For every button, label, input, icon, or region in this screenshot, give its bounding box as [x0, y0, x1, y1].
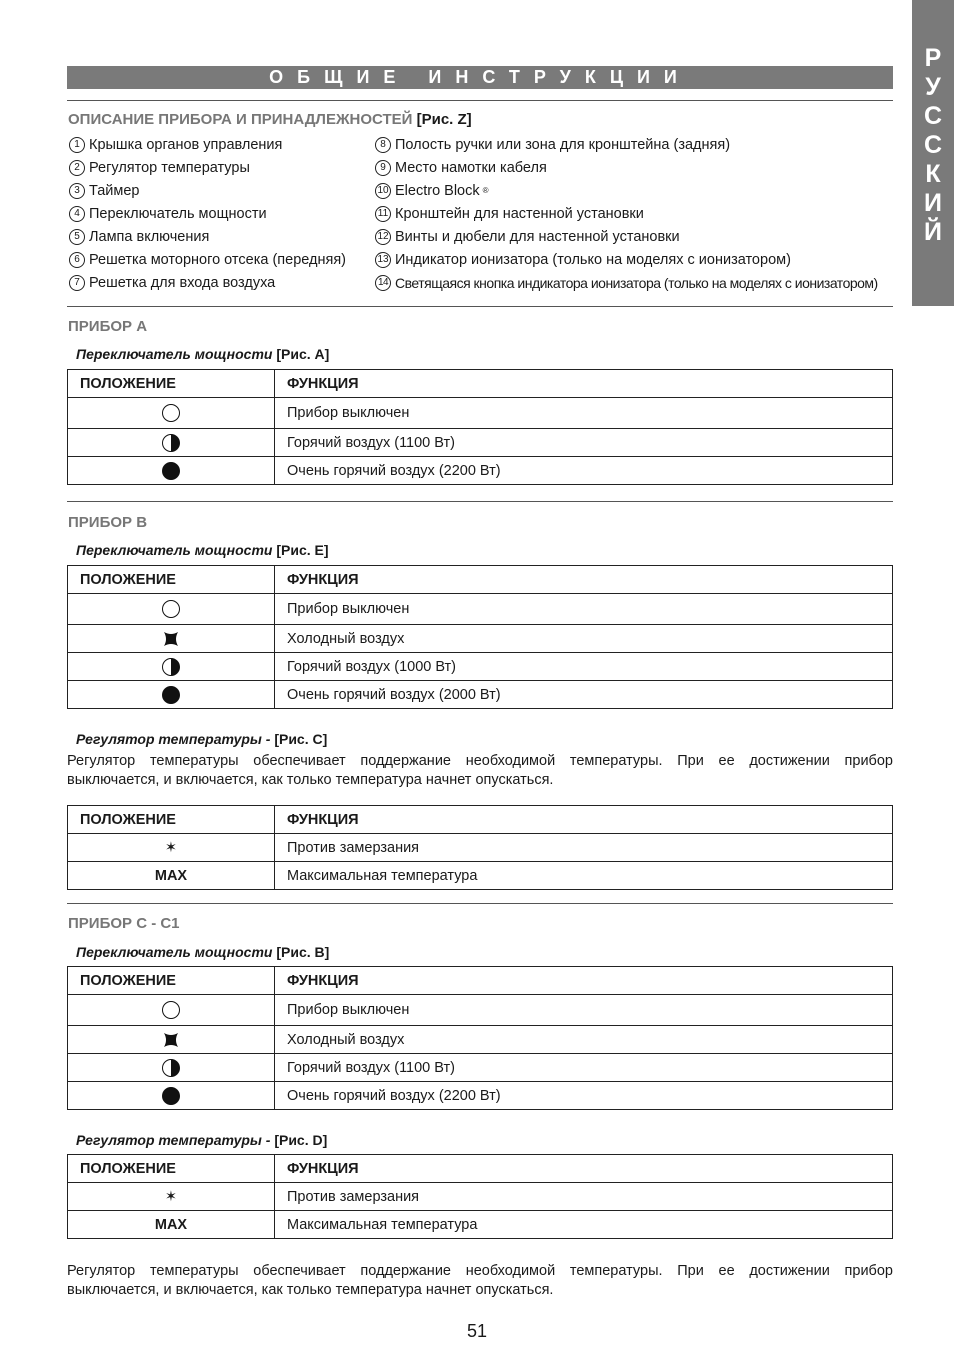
table-row: [68, 1026, 893, 1054]
function-header: ФУНКЦИЯ: [275, 967, 893, 995]
item-text: Кронштейн для настенной установки: [395, 205, 644, 222]
item-text: Решетка моторного отсека (передняя): [89, 251, 347, 268]
description-ref: [Рис. Z]: [416, 111, 472, 128]
list-item: [375, 156, 878, 179]
device-a-switch-heading: [76, 346, 329, 362]
item-number: 3: [69, 183, 85, 199]
parts-list-left: [69, 133, 346, 294]
function-cell: Очень горячий воздух (2000 Вт): [275, 681, 893, 709]
switch-ref: [Рис. A]: [276, 346, 330, 362]
table-row: [68, 1183, 893, 1211]
item-text: Регулятор температуры: [89, 159, 250, 176]
half-circle-icon: [162, 434, 180, 452]
table-row: [68, 457, 893, 485]
language-tab: [912, 0, 954, 306]
max-label: MAX: [68, 1211, 275, 1239]
item-text: Переключатель мощности: [89, 205, 267, 222]
fan-icon: [162, 1031, 180, 1049]
table-header-row: [68, 806, 893, 834]
item-text: Таймер: [89, 182, 140, 199]
list-item: [69, 225, 346, 248]
table-row: [68, 398, 893, 429]
item-text: Винты и дюбели для настенной установки: [395, 228, 680, 245]
list-item: [69, 248, 346, 271]
item-number: 4: [69, 206, 85, 222]
function-header: ФУНКЦИЯ: [275, 566, 893, 594]
divider: [67, 903, 893, 904]
device-b-title: ПРИБОР B: [68, 514, 148, 531]
full-circle-icon: [162, 1087, 180, 1105]
function-header: ФУНКЦИЯ: [275, 1155, 893, 1183]
antifreeze-icon: ✶: [68, 1183, 275, 1211]
list-item: [69, 271, 346, 294]
device-c-title: ПРИБОР C - C1: [68, 915, 180, 932]
device-a-title: ПРИБОР A: [68, 318, 148, 335]
divider: [67, 306, 893, 307]
switch-label: Переключатель мощности: [76, 542, 273, 558]
language-letter: С: [923, 131, 943, 159]
table-row: [68, 1211, 893, 1239]
function-cell: Очень горячий воздух (2200 Вт): [275, 457, 893, 485]
item-text: Полость ручки или зона для кронштейна (задняя): [395, 136, 731, 153]
device-c-temp-heading: [76, 1132, 327, 1148]
position-header: ПОЛОЖЕНИЕ: [68, 370, 275, 398]
divider: [67, 100, 893, 101]
function-cell: Против замерзания: [275, 1183, 893, 1211]
parts-list-right: [375, 133, 878, 294]
function-cell: Прибор выключен: [275, 594, 893, 625]
switch-ref: [Рис. E]: [276, 542, 329, 558]
table-header-row: [68, 370, 893, 398]
description-title: [68, 111, 472, 128]
table-row: [68, 834, 893, 862]
function-cell: Прибор выключен: [275, 398, 893, 429]
table-row: [68, 1054, 893, 1082]
item-number: 2: [69, 160, 85, 176]
half-circle-icon: [162, 1059, 180, 1077]
language-letter: С: [923, 102, 943, 130]
function-header: ФУНКЦИЯ: [275, 370, 893, 398]
page-number: 51: [466, 1321, 488, 1341]
list-item: [69, 156, 346, 179]
device-c-table: [67, 966, 893, 1110]
item-number: 5: [69, 229, 85, 245]
language-letter: У: [925, 73, 941, 101]
function-cell: Максимальная температура: [275, 862, 893, 890]
list-item: [375, 225, 878, 248]
item-number: 1: [69, 137, 85, 153]
switch-label: Переключатель мощности: [76, 944, 273, 960]
table-row: [68, 653, 893, 681]
table-row: [68, 862, 893, 890]
table-header-row: [68, 967, 893, 995]
item-number: 10: [375, 183, 391, 199]
list-item: [375, 179, 878, 202]
table-row: [68, 625, 893, 653]
table-row: [68, 429, 893, 457]
item-text: Electro Block: [395, 182, 480, 199]
position-header: ПОЛОЖЕНИЕ: [68, 566, 275, 594]
temp-label: Регулятор температуры -: [76, 731, 271, 747]
table-header-row: [68, 566, 893, 594]
device-b-switch-heading: [76, 542, 329, 558]
table-row: [68, 995, 893, 1026]
off-circle-icon: [162, 404, 180, 422]
divider: [67, 501, 893, 502]
list-item: [69, 179, 346, 202]
max-label: MAX: [68, 862, 275, 890]
item-text: Лампа включения: [89, 228, 210, 245]
function-cell: Горячий воздух (1100 Вт): [275, 429, 893, 457]
device-c-temp-text: Регулятор температуры обеспечивает поддержание необходимой температуры. При ее достижении прибор выключается, и включается, как только температура начнет опускаться.: [67, 1263, 893, 1298]
list-item: [375, 248, 878, 271]
table-row: [68, 1082, 893, 1110]
device-b-table: [67, 565, 893, 709]
function-cell: Горячий воздух (1100 Вт): [275, 1054, 893, 1082]
list-item: [69, 202, 346, 225]
device-a-table: [67, 369, 893, 485]
item-number: 11: [375, 206, 391, 222]
off-circle-icon: [162, 1001, 180, 1019]
half-circle-icon: [162, 658, 180, 676]
function-cell: Максимальная температура: [275, 1211, 893, 1239]
item-text: Индикатор ионизатора (только на моделях с ионизатором): [395, 251, 791, 268]
item-text: Место намотки кабеля: [395, 159, 547, 176]
device-c-switch-heading: [76, 944, 329, 960]
position-header: ПОЛОЖЕНИЕ: [68, 1155, 275, 1183]
function-header: ФУНКЦИЯ: [275, 806, 893, 834]
list-item: [375, 202, 878, 225]
language-letter: Й: [924, 218, 942, 246]
registered-mark: ®: [482, 186, 489, 195]
temp-ref: [Рис. D]: [274, 1132, 328, 1148]
table-row: [68, 594, 893, 625]
off-circle-icon: [162, 600, 180, 618]
item-number: 14: [375, 275, 391, 291]
item-text: Светящаяся кнопка индикатора ионизатора (только на моделях с ионизатором): [395, 274, 878, 291]
function-cell: Против замерзания: [275, 834, 893, 862]
section-header: ОБЩИЕ ИНСТРУКЦИИ: [67, 66, 893, 89]
table-row: [68, 681, 893, 709]
full-circle-icon: [162, 462, 180, 480]
full-circle-icon: [162, 686, 180, 704]
item-number: 8: [375, 137, 391, 153]
function-cell: Холодный воздух: [275, 1026, 893, 1054]
function-cell: Холодный воздух: [275, 625, 893, 653]
switch-ref: [Рис. B]: [276, 944, 330, 960]
language-letter: И: [924, 189, 942, 217]
list-item: [375, 133, 878, 156]
description-title-text: ОПИСАНИЕ ПРИБОРА И ПРИНАДЛЕЖНОСТЕЙ: [68, 111, 413, 128]
function-cell: Прибор выключен: [275, 995, 893, 1026]
item-number: 7: [69, 275, 85, 291]
switch-label: Переключатель мощности: [76, 346, 273, 362]
device-b-temp-text: Регулятор температуры обеспечивает поддержание необходимой температуры. При ее достижении прибор выключается, и включается, как только температура начнет опускаться.: [67, 753, 893, 788]
list-item: [69, 133, 346, 156]
item-number: 6: [69, 252, 85, 268]
antifreeze-icon: ✶: [68, 834, 275, 862]
function-cell: Очень горячий воздух (2200 Вт): [275, 1082, 893, 1110]
language-letter: Р: [924, 44, 942, 72]
item-text: Решетка для входа воздуха: [89, 274, 276, 291]
position-header: ПОЛОЖЕНИЕ: [68, 806, 275, 834]
temp-label: Регулятор температуры -: [76, 1132, 271, 1148]
function-cell: Горячий воздух (1000 Вт): [275, 653, 893, 681]
device-b-temp-table: [67, 805, 893, 890]
list-item: [375, 271, 878, 294]
item-text: Крышка органов управления: [89, 136, 283, 153]
item-number: 9: [375, 160, 391, 176]
language-letter: К: [925, 160, 941, 188]
fan-icon: [162, 630, 180, 648]
device-c-temp-table: [67, 1154, 893, 1239]
table-header-row: [68, 1155, 893, 1183]
position-header: ПОЛОЖЕНИЕ: [68, 967, 275, 995]
device-b-temp-heading: [76, 731, 327, 747]
item-number: 12: [375, 229, 391, 245]
item-number: 13: [375, 252, 391, 268]
temp-ref: [Рис. C]: [274, 731, 328, 747]
